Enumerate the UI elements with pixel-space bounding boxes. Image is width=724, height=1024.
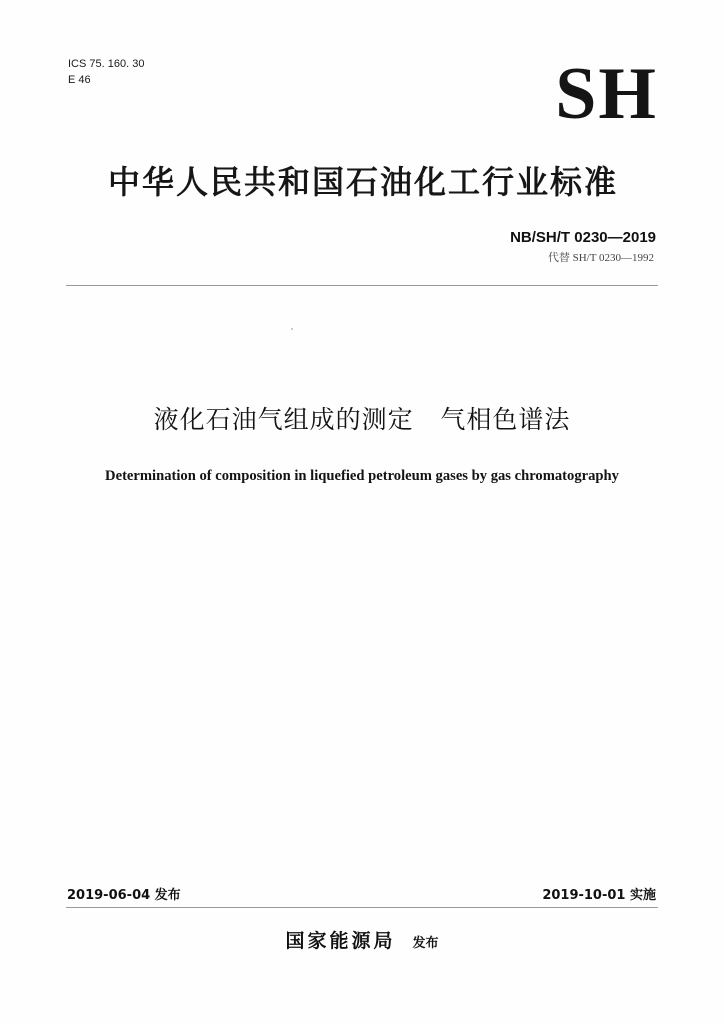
bottom-divider [66, 907, 658, 908]
document-title-english: Determination of composition in liquefied petroleum gases by gas chromatography [105, 468, 619, 484]
replaces-standard: 代替 SH/T 0230—1992 [547, 252, 654, 264]
publisher-line [40, 926, 684, 959]
document-title-chinese: 液化石油气组成的测定 气相色谱法 [153, 405, 571, 434]
scan-speck [291, 328, 293, 330]
page-title: 中华人民共和国石油化工行业标准 [107, 163, 618, 201]
issue-date: 2019-06-04 发布 [67, 888, 181, 903]
implementation-date: 2019-10-01 实施 [542, 888, 656, 903]
ccs-code: E 46 [68, 74, 91, 86]
standard-number: NB/SH/T 0230—2019 [510, 229, 656, 246]
publisher-name: 国家能源局 [285, 930, 396, 952]
top-divider [66, 285, 658, 286]
publish-label: 发布 [412, 936, 439, 951]
ics-code: ICS 75. 160. 30 [68, 58, 145, 70]
sh-logo: SH [555, 53, 658, 135]
classification-codes [68, 56, 144, 88]
